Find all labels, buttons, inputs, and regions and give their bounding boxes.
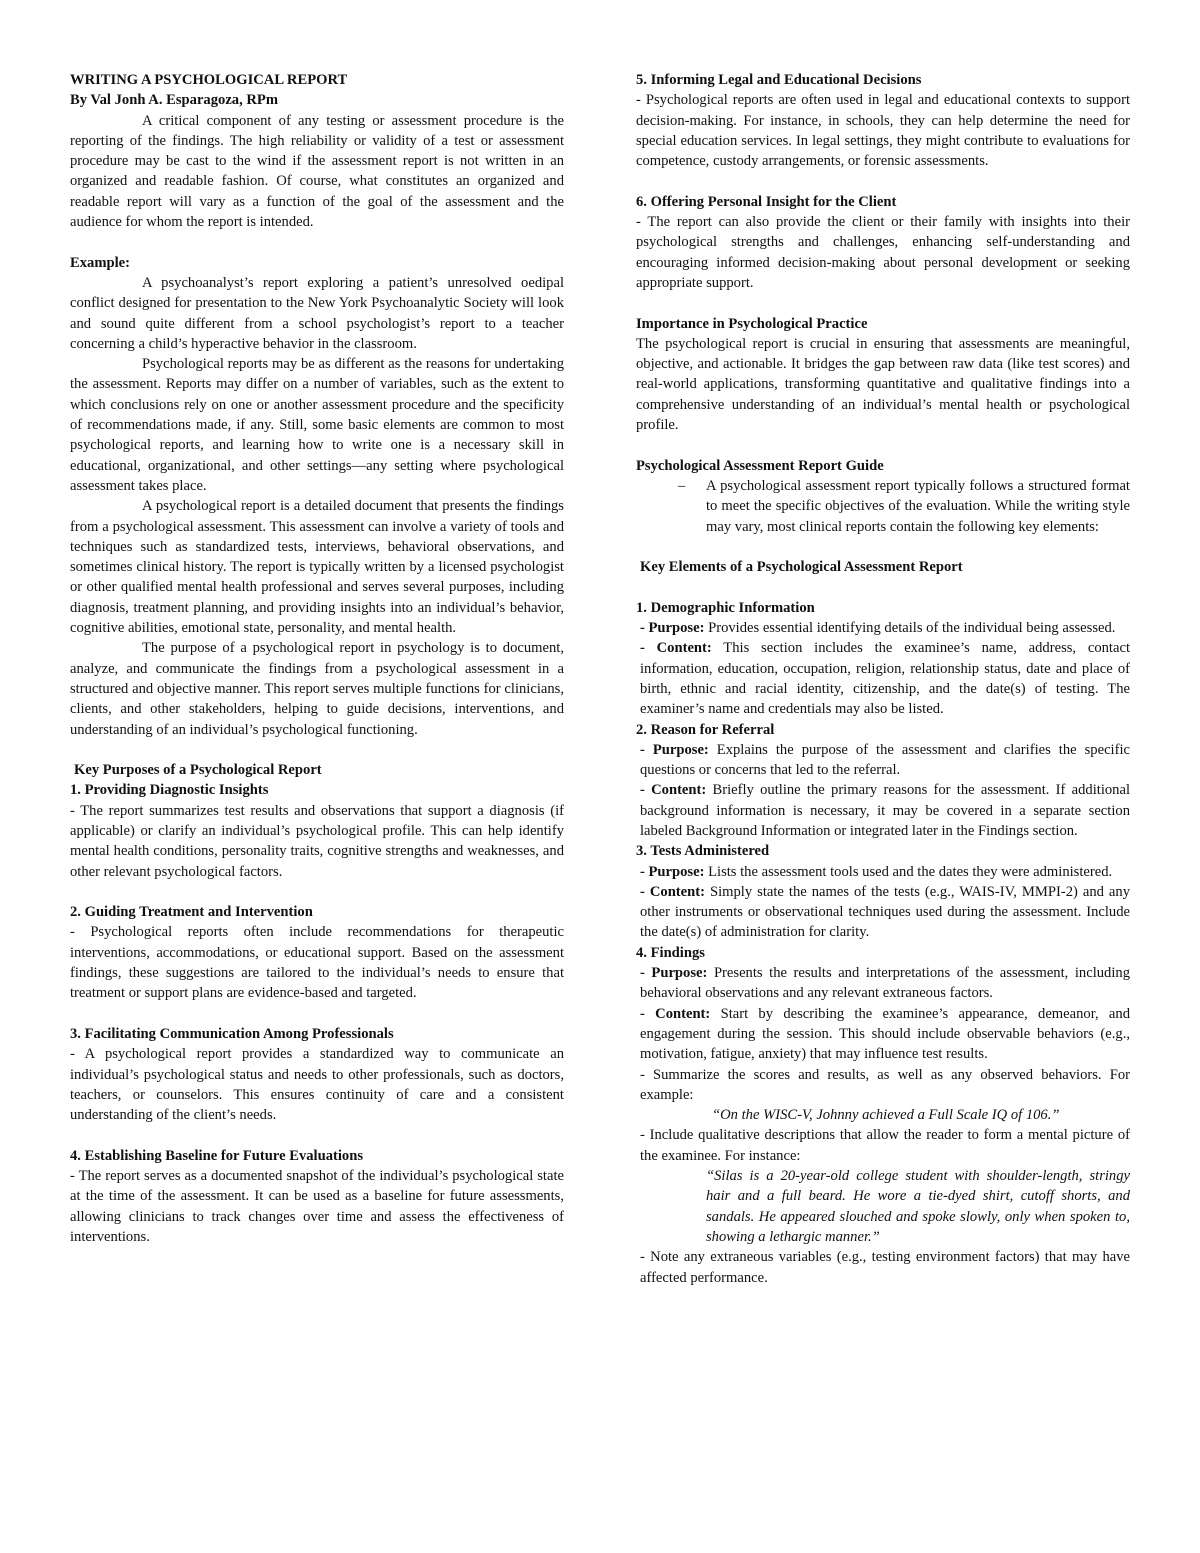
purpose-4-text: - The report serves as a documented snapshot of the individual’s psychological state at the time of the assessment. It can be used as a baseline for future assessments, allowing clinicians to track changes over time and assess the effectiveness of interventions. [70, 1168, 564, 1245]
document-title: WRITING A PSYCHOLOGICAL REPORT [70, 72, 348, 88]
purpose-text: Lists the assessment tools used and the dates they were administered. [704, 863, 1113, 880]
purpose-2-text: - Psychological reports often include recommendations for therapeutic interventions, accommodations, or educational support. Based on the assessment findings, these suggestions are tailored to the individual’s needs to ensure that treatment or support plans are evidence-based and targeted. [70, 924, 564, 1002]
element-4-content [636, 1004, 1130, 1065]
purpose-2-heading: 2. Guiding Treatment and Intervention [70, 904, 313, 921]
element-1-purpose [636, 618, 1130, 638]
purpose-3-text: - A psychological report provides a standardized way to communicate an individual’s psychological status and needs to other professionals, such as doctors, teachers, or counselors. This ensures continuity of care and a consistent understanding of the client’s needs. [70, 1046, 564, 1124]
content-label: - Content: [640, 1005, 711, 1022]
content-text: This section includes the examinee’s name, address, contact information, education, occupation, religion, relationship status, date and place of birth, ethnic and racial identity, citizenship, and the date(s) of testing. The examiner’s name and credentials may also be listed. [640, 640, 1130, 718]
content-text: Simply state the names of the tests (e.g., WAIS-IV, MMPI-2) and any other instruments or observational techniques used during the assessment. Include the date(s) of administration for clarity. [640, 883, 1130, 941]
guide-bullet-dash: – [678, 477, 686, 494]
content-label: - Content: [640, 640, 712, 657]
element-4-purpose [636, 963, 1130, 1004]
findings-quote-silas: “Silas is a 20-year-old college student with shoulder-length, stringy hair and a full beard. He wore a tie-dyed shirt, cutoff shorts, and sandals. He appeared slouched and spoke slowly, only when spoken to, showing a lethargic manner.” [706, 1168, 1130, 1245]
element-1-heading: 1. Demographic Information [636, 599, 815, 616]
intro-paragraph: A critical component of any testing or assessment procedure is the reporting of the findings. The high reliability or validity of a test or assessment procedure may be cast to the wind if the assessment report is not written in an organized and readable fashion. Of course, what constitutes an organized and readable report will vary as a function of the goal of the assessment and the audience for whom the report is intended. [70, 112, 564, 231]
key-elements-heading: Key Elements of a Psychological Assessment Report [640, 559, 963, 576]
definition-paragraph: A psychological report is a detailed document that presents the findings from a psychological assessment. This assessment can involve a variety of tools and techniques such as standardized tests, interviews, behavioral observations, and sometimes clinical history. The report is typically written by a licensed psychologist or other qualified mental health professional and serves several purposes, including diagnosis, treatment planning, and providing insights into an individual’s behavior, cognitive abilities, emotional state, personality, and mental health. [70, 498, 564, 637]
author-line: By Val Jonh A. Esparagoza, RPm [70, 92, 278, 109]
guide-bullet-item [636, 476, 1130, 537]
content-text: Start by describing the examinee’s appearance, demeanor, and engagement during the session. This should include observable behaviors (e.g., motivation, fatigue, anxiety) that may influence test results. [640, 1005, 1130, 1063]
findings-quote-wisc: “On the WISC-V, Johnny achieved a Full Scale IQ of 106.” [712, 1107, 1060, 1124]
left-column [70, 70, 564, 1247]
element-1-content [636, 638, 1130, 719]
content-text: Briefly outline the primary reasons for the assessment. If additional background information is necessary, it may be covered in a separate section labeled Background Information or integrated later in the Findings section. [640, 782, 1131, 839]
findings-extraneous: - Note any extraneous variables (e.g., testing environment factors) that may have affected performance. [640, 1249, 1130, 1286]
element-3-purpose [636, 862, 1130, 882]
purpose-text: Explains the purpose of the assessment and clarifies the specific questions or concerns that led to the referral. [640, 741, 1130, 779]
element-3-content [636, 882, 1130, 943]
key-purposes-heading: Key Purposes of a Psychological Report [74, 762, 322, 779]
purpose-6-heading: 6. Offering Personal Insight for the Client [636, 193, 897, 210]
example-heading: Example: [70, 254, 130, 271]
guide-bullet-text: A psychological assessment report typically follows a structured format to meet the specific objectives of the evaluation. While the writing style may vary, most clinical reports contain the following key elements: [706, 477, 1130, 535]
element-2-heading: 2. Reason for Referral [636, 721, 775, 738]
purpose-1-text: - The report summarizes test results and observations that support a diagnosis (if applicable) or clarify an individual’s psychological profile. This can help identify mental health conditions, personality traits, cognitive strengths and weaknesses, and other relevant psychological factors. [70, 802, 564, 880]
purpose-label: - Purpose: [640, 620, 705, 637]
element-3-heading: 3. Tests Administered [636, 843, 770, 860]
purpose-6-text: - The report can also provide the client or their family with insights into their psychological strengths and challenges, enhancing self-understanding and encouraging informed decision-making about personal development or seeking appropriate support. [636, 214, 1130, 291]
purpose-5-text: - Psychological reports are often used in legal and educational contexts to support decision-making. For instance, in schools, they can help determine the need for special education services. In legal settings, they might contribute to evaluations for competence, custody arrangements, or forensic assessments. [636, 92, 1130, 170]
findings-qualitative: - Include qualitative descriptions that allow the reader to form a mental picture of the examinee. For instance: [640, 1127, 1130, 1164]
purpose-text: Provides essential identifying details of the individual being assessed. [704, 620, 1116, 637]
importance-heading: Importance in Psychological Practice [636, 315, 868, 332]
content-label: - Content: [640, 883, 705, 900]
importance-text: The psychological report is crucial in ensuring that assessments are meaningful, objective, and actionable. It bridges the gap between raw data (like test scores) and real-world applications, transforming quantitative and qualitative findings into a comprehensive understanding of an individual’s mental health or psychological profile. [636, 335, 1130, 434]
element-4-heading: 4. Findings [636, 944, 705, 961]
purpose-label: - Purpose: [640, 741, 709, 758]
purpose-1-heading: 1. Providing Diagnostic Insights [70, 782, 269, 799]
findings-summarize: - Summarize the scores and results, as well as any observed behaviors. For example: [640, 1066, 1130, 1103]
example-paragraph: A psychoanalyst’s report exploring a patient’s unresolved oedipal conflict designed for presentation to the New York Psychoanalytic Society will look and sound quite different from a school psychologist’s report to a teacher concerning a child’s hyperactive behavior in the classroom. [70, 274, 564, 352]
element-2-content [636, 780, 1130, 841]
purpose-3-heading: 3. Facilitating Communication Among Professionals [70, 1025, 394, 1042]
purpose-5-heading: 5. Informing Legal and Educational Decisions [636, 72, 922, 88]
purpose-paragraph: The purpose of a psychological report in psychology is to document, analyze, and communicate the findings from a psychological assessment in a structured and objective manner. This report serves multiple functions for clinicians, clients, and other stakeholders, helping to guide decisions, interventions, and understanding of an individual’s psychological functioning. [70, 640, 564, 738]
reports-differ-paragraph: Psychological reports may be as different as the reasons for undertaking the assessment. Reports may differ on a number of variables, such as the extent to which conclusions rely on one or another assessment procedure and the specificity of recommendations made, if any. Still, some basic elements are common to most psychological reports, and learning how to write one is a necessary skill in educational, organizational, and other settings—any setting where psychological assessment takes place. [70, 356, 564, 494]
right-column [636, 70, 1130, 1288]
content-label: - Content: [640, 782, 707, 799]
purpose-label: - Purpose: [640, 863, 705, 880]
guide-heading: Psychological Assessment Report Guide [636, 457, 884, 474]
element-2-purpose [636, 740, 1130, 781]
purpose-text: Presents the results and interpretations of the assessment, including behavioral observations and any relevant extraneous factors. [640, 965, 1130, 1002]
purpose-4-heading: 4. Establishing Baseline for Future Evaluations [70, 1147, 364, 1164]
purpose-label: - Purpose: [640, 965, 708, 982]
